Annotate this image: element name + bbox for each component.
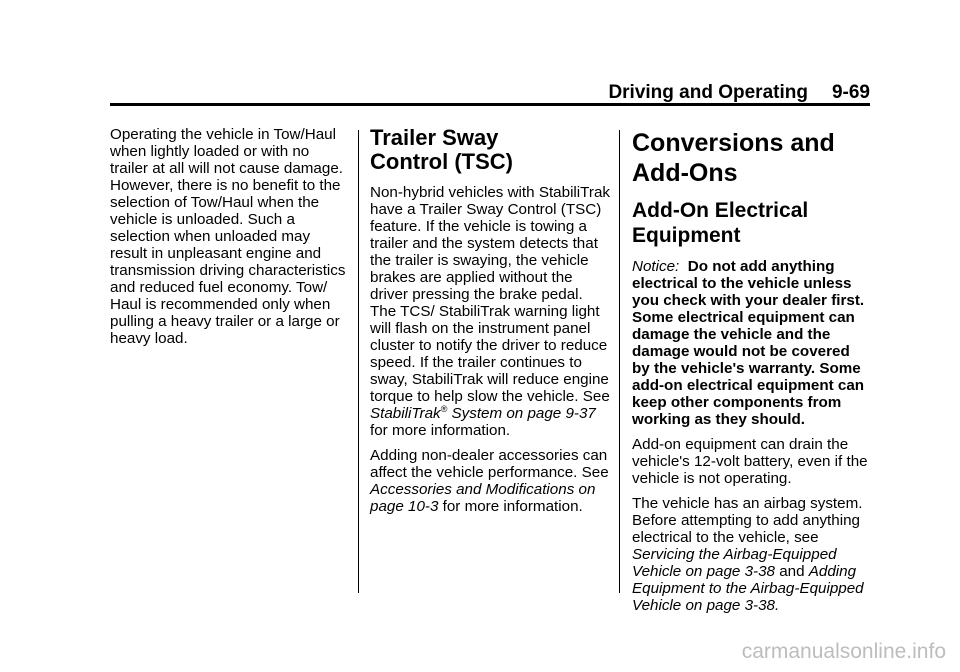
section-title: Driving and Operating	[608, 82, 808, 103]
tsc-paragraph	[370, 184, 612, 439]
heading-line: Add-Ons	[632, 159, 738, 187]
notice-label: Notice:	[632, 258, 680, 275]
page-number: 9-69	[831, 82, 870, 103]
heading-line: Equipment	[632, 224, 741, 247]
header-rule	[110, 103, 870, 106]
body-text: .	[774, 597, 780, 614]
body-text: The vehicle has an airbag system. Before attempting to add anything electrical to the vehicle, see	[632, 495, 863, 546]
battery-paragraph: Add-on equipment can drain the vehicle's 12-volt battery, even if the vehicle is not operating.	[632, 436, 868, 487]
notice-text: Do not add anything electrical to the vehicle unless you check with your dealer first. Some electrical equipment can damage the vehicle and the damage would not be covered by the vehicle's warranty. Some add-on electrical equipment can keep other components from working as they should.	[632, 258, 865, 428]
stabilitrak-link[interactable]	[370, 405, 596, 422]
trailer-sway-heading	[370, 126, 612, 174]
body-text: for more information.	[438, 498, 583, 515]
column-1	[110, 126, 350, 355]
accessories-paragraph	[370, 447, 612, 515]
body-text: Adding non-dealer accessories can affect the vehicle performance. See	[370, 447, 609, 481]
body-text: Non-hybrid vehicles with StabiliTrak have a Trailer Sway Control (TSC) feature. If the vehicle is towing a trailer and the system detects that the trailer is swaying, the vehicle brakes are applied without the driver pressing the brake pedal. The TCS/ StabiliTrak warning light will flash on the instrument panel cluster to notify the driver to reduce speed. If the trailer continues to sway, StabiliTrak will reduce engine torque to help slow the vehicle. See	[370, 184, 610, 405]
heading-line: Add-On Electrical	[632, 199, 809, 222]
body-text: for more information.	[370, 422, 511, 439]
electrical-equipment-heading	[632, 198, 870, 248]
registered-mark: ®	[440, 403, 448, 414]
notice-paragraph	[632, 258, 870, 428]
heading-line: Trailer Sway	[370, 125, 499, 150]
watermark-text: carmanualsonline.info	[741, 640, 946, 663]
conversions-heading	[632, 128, 870, 188]
column-2	[370, 126, 612, 523]
accessories-link[interactable]: Accessories and Modifications on page 10-3	[370, 481, 596, 515]
servicing-airbag-link[interactable]: Servicing the Airbag-Equipped Vehicle on page 3-38	[632, 546, 837, 580]
heading-line: Control (TSC)	[370, 149, 513, 174]
airbag-paragraph	[632, 495, 870, 614]
column-divider-1	[358, 130, 359, 593]
column-divider-2	[619, 130, 620, 593]
heading-line: Conversions and	[632, 129, 835, 157]
tow-haul-paragraph: Operating the vehicle in Tow/Haul when lightly loaded or with no trailer at all will not cause damage. However, there is no benefit to the selection of Tow/Haul when the vehicle is unloaded. Such a selection when unloaded may result in unpleasant engine and transmission driving characteristics and reduced fuel economy. Tow/ Haul is recommended only when pulling a heavy trailer or a large or heavy load.	[110, 126, 346, 347]
adding-equipment-link[interactable]: Adding Equipment to the Airbag-Equipped Vehicle on page 3-38	[632, 563, 864, 614]
body-text: and	[774, 563, 809, 580]
link-text: System on page 9-37	[451, 405, 596, 422]
link-text: StabiliTrak	[370, 405, 441, 422]
column-3	[632, 126, 870, 622]
